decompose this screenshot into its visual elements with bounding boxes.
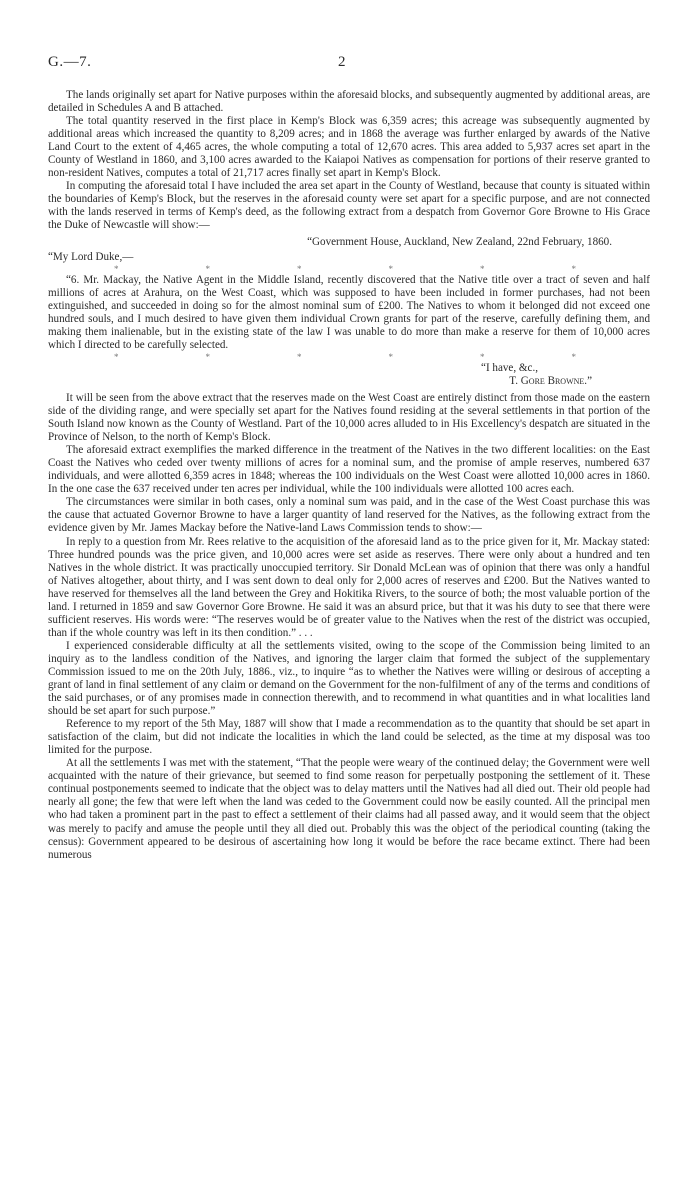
paragraph: The total quantity reserved in the first place in Kemp's Block was 6,359 acres; this acreage was subsequently augmented by additional areas which increased the quantity to 8,209 acres; and in 1868 the average was further enlarged by awards of the Native Land Court to the extent of 4,465 acres, the whole computing a total of 12,670 acres. This area added to 5,937 acres set apart in the County of Westland in 1860, and 3,100 acres awarded to the Kaiapoi Natives as compensation for portions of their reserve granted to non-resident Natives, computes a total of 21,717 acres finally set apart in Kemp's Block. <box>48 115 650 180</box>
paragraph: At all the settlements I was met with the statement, “That the people were weary of the continued delay; the Government were well acquainted with the nature of their grievance, but seemed to find some reason for perpetually postponing the settlement of it. These continual postponements seemed to indicate that the object was to delay matters until the Natives had all died out. Their old people had nearly all gone; the few that were left when the land was ceded to the Government could now be easily counted. All the principal men who had taken a prominent part in the past to effect a settlement of their claims had all passed away, and it would seem that the object was merely to pacify and amuse the people until they all died out. Probably this was the object of the periodical counting (taking the census): Government appeared to be desirous of ascertaining how long it would be before the race became extinct. There had been numerous <box>48 757 650 861</box>
star-mark: * <box>571 351 576 362</box>
letter-dateline: “Government House, Auckland, New Zealand, 22nd February, 1860. <box>307 235 612 248</box>
star-mark: * <box>388 351 393 362</box>
quoted-paragraph: “6. Mr. Mackay, the Native Agent in the Middle Island, recently discovered that the Native title over a tract of seven and half millions of acres at Arahura, on the West Coast, which was supposed to have been included in former purchases, had not been extinguished, and succeeded in doing so for the almost nominal sum of £200. The Natives to whom it belonged did not exceed one hundred souls, and I much desired to have given them individual Crown grants for part of the reserve, carefully defining them, and making them inalienable, but in the existing state of the law I was unable to do more than make a reserve for them of 10,000 acres which I directed to be carefully selected. <box>48 273 650 351</box>
star-mark: * <box>297 263 302 274</box>
letter-closing: “I have, &c., <box>481 361 538 374</box>
star-mark: * <box>480 263 485 274</box>
paragraph: The circumstances were similar in both cases, only a nominal sum was paid, and in the case of the West Coast purchase this was the cause that actuated Governor Browne to have a larger quantity of land reserved for the Natives, as the following extract from the evidence given by Mr. James Mackay before the Native-land Laws Commission tends to show:— <box>48 496 650 535</box>
ellipsis-stars <box>48 352 650 362</box>
paragraph: It will be seen from the above extract that the reserves made on the West Coast are entirely distinct from those made on the eastern side of the dividing range, and were specially set apart for the Natives found residing at the several settlements in that portion of the South Island now known as the County of Westland. Part of the 10,000 acres alluded to in His Excellency's despatch are situated in the Province of Nelson, to the north of Kemp's Block. <box>48 391 650 444</box>
letter-signature: T. Gore Browne.” <box>509 374 592 387</box>
paragraph: The lands originally set apart for Native purposes within the aforesaid blocks, and subsequently augmented by additional areas, are detailed in Schedules A and B attached. <box>48 89 650 115</box>
paragraph: I experienced considerable difficulty at all the settlements visited, owing to the scope of the Commission being limited to an inquiry as to the landless condition of the Natives, and ignoring the larger claim that formed the subject of the supplementary Commission issued to me on the 20th July, 1886., viz., to inquire “as to whether the Natives were willing or desirous of accepting a grant of land in final settlement of any claim or demand on the Government for the non-fulfilment of any of the terms and conditions of the said purchases, or of any promises made in connection therewith, and to recommend in what quantities and in what localities land should be set apart for such purpose.” <box>48 639 650 718</box>
paragraph: In computing the aforesaid total I have included the area set apart in the County of Westland, because that county is situated within the boundaries of Kemp's Block, but the reserves in the aforesaid county were set apart for a specific purpose, and are not connected with the lands reserved in terms of Kemp's deed, as the following extract from a despatch from Governor Gore Browne to His Grace the Duke of Newcastle will show:— <box>48 180 650 232</box>
star-mark: * <box>388 263 393 274</box>
letter-salutation: “My Lord Duke,— <box>48 250 134 263</box>
star-mark: * <box>114 263 119 274</box>
star-mark: * <box>297 351 302 362</box>
paragraph: In reply to a question from Mr. Rees relative to the acquisition of the aforesaid land as to the price given for it, Mr. Mackay stated: Three hundred pounds was the price given, and 10,000 acres were set aside as reserves. There were only about a hundred and ten Natives in the whole district. It was practically unoccupied territory. Sir Donald McLean was of opinion that there was only a handful of Natives altogether, about thirty, and I was sent down to deal only for 2,000 acres of reserves and £200. But the Natives wanted to have reserved for themselves all the land between the Grey and Hokitika Rivers, to the source of both; the most valuable portion of the land. I returned in 1859 and saw Governor Gore Browne. He said it was an absurd price, but that it was his duty to see that there were sufficient reserves. His words were: “The reserves would be of greater value to the Natives when the rest of the district was occupied, than if the whole country was left in its then condition.” . . . <box>48 535 650 639</box>
star-mark: * <box>114 351 119 362</box>
document-reference: G.—7. <box>48 54 92 70</box>
star-mark: * <box>205 263 210 274</box>
document-body <box>48 89 650 862</box>
paragraph: The aforesaid extract exemplifies the marked difference in the treatment of the Natives in the two different localities: on the East Coast the Natives who ceded over twenty millions of acres for a nominal sum, and the promise of ample reserves, numbered 637 individuals, and were allotted 6,359 acres in 1848; whereas the 100 individuals on the West Coast were allotted 10,000 acres in 1860. In the one case the 637 received under ten acres per individual, while the 100 individuals were allotted 100 acres each. <box>48 444 650 496</box>
ellipsis-stars <box>48 264 650 274</box>
page-number: 2 <box>338 54 346 70</box>
star-mark: * <box>480 351 485 362</box>
page-header <box>48 56 650 76</box>
star-mark: * <box>571 263 576 274</box>
star-mark: * <box>205 351 210 362</box>
paragraph: Reference to my report of the 5th May, 1887 will show that I made a recommendation as to the quantity that should be set apart in satisfaction of the claim, but did not indicate the localities in which the land could be selected, as the time at my disposal was too limited for the purpose. <box>48 718 650 757</box>
